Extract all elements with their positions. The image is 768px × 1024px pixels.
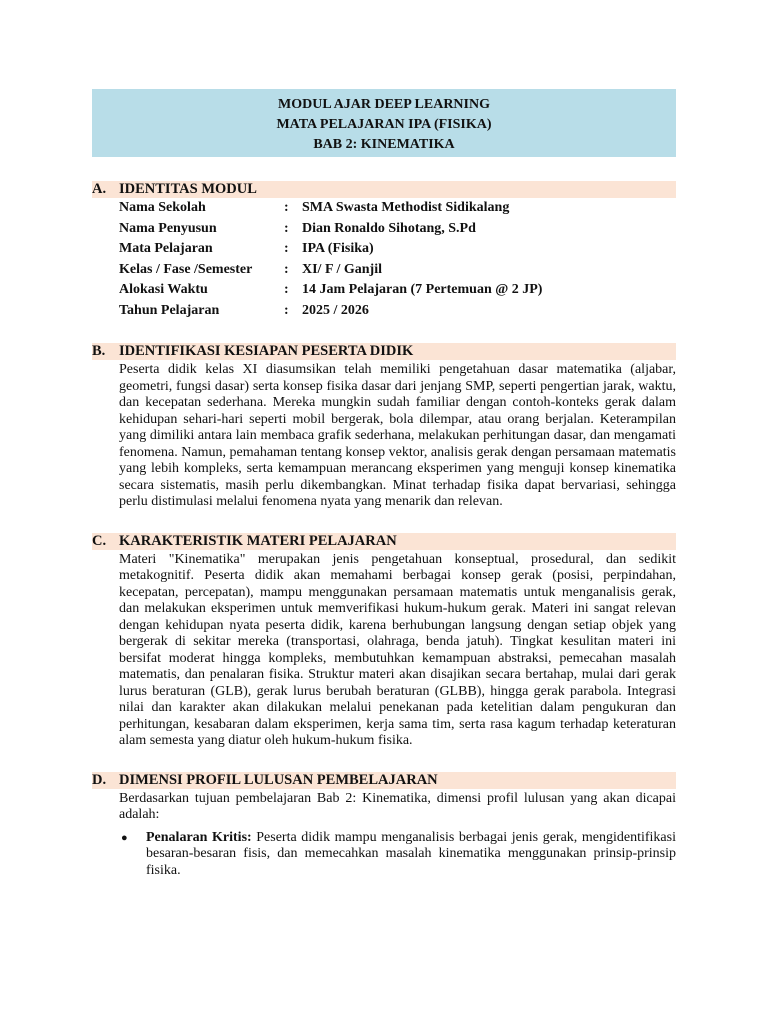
identity-label: Mata Pelajaran xyxy=(119,241,213,256)
section-b-letter: B. xyxy=(92,343,106,359)
identity-label: Kelas / Fase /Semester xyxy=(119,261,253,277)
bullet-text xyxy=(146,830,676,880)
identity-row xyxy=(119,260,676,281)
section-b-body: Peserta didik kelas XI diasumsikan telah memiliki pengetahuan dasar matematika (aljabar, geometri, fungsi dasar) serta konsep fisika dasar dari jenjang SMP, seperti pengertian jarak, waktu, dan kecepatan sederhana. Mereka mungkin sudah familiar dengan contoh-konteks gerak dalam kehidupan sehari-hari seperti mobil bergerak, bola dilempar, atau orang berjalan. Keterampilan yang dimiliki antara lain membaca grafik sederhana, melakukan perhitungan dasar, dan mengamati fenomena. Namun, pemahaman tentang konsep vektor, analisis gerak dengan persamaan matematis yang lebih kompleks, serta kemampuan merancang eksperimen yang menguji konsep kinematika secara sistematis, masih perlu dikembangkan. Minat terhadap fisika dapat bervariasi, sehingga perlu distimulasi melalui fenomena nyata yang menarik dan relevan. xyxy=(119,362,676,509)
identity-value: 2025 / 2026 xyxy=(302,302,369,318)
identity-label: Tahun Pelajaran xyxy=(119,302,220,318)
identity-value: SMA Swasta Methodist Sidikalang xyxy=(302,200,510,215)
identity-row xyxy=(119,301,676,322)
section-d-body: Berdasarkan tujuan pembelajaran Bab 2: Kinematika, dimensi profil lulusan yang akan dicapai adalah: xyxy=(119,790,676,822)
title-line-1: MODUL AJAR DEEP LEARNING xyxy=(278,97,490,112)
identity-colon: : xyxy=(284,241,289,256)
identity-value: IPA (Fisika) xyxy=(302,241,374,256)
section-kesiapan-peserta-didik xyxy=(92,343,676,511)
title-line-3: BAB 2: KINEMATIKA xyxy=(313,137,455,152)
identity-value: Dian Ronaldo Sihotang, S.Pd xyxy=(302,220,476,236)
section-identitas-modul xyxy=(92,181,676,321)
bullet-description: Peserta didik mampu menganalisis berbagai jenis gerak, mengidentifikasi besaran-besaran fisis, dan memecahkan masalah kinematika menggunakan prinsip-prinsip fisika. xyxy=(146,829,676,878)
identity-row xyxy=(119,198,676,219)
identity-row xyxy=(119,239,676,260)
section-b-title: IDENTIFIKASI KESIAPAN PESERTA DIDIK xyxy=(119,343,414,359)
identity-colon: : xyxy=(284,220,289,236)
section-d-heading xyxy=(92,772,676,789)
section-a-title: IDENTITAS MODUL xyxy=(119,181,257,197)
section-d-letter: D. xyxy=(92,771,107,788)
section-a-letter: A. xyxy=(92,181,107,197)
section-dimensi-profil-lulusan xyxy=(92,772,676,880)
section-d-title: DIMENSI PROFIL LULUSAN PEMBELAJARAN xyxy=(119,771,438,788)
identity-value: 14 Jam Pelajaran (7 Pertemuan @ 2 JP) xyxy=(302,282,543,297)
document-page xyxy=(92,89,676,879)
title-line-2: MATA PELAJARAN IPA (FISIKA) xyxy=(276,117,492,132)
identity-row xyxy=(119,280,676,301)
identity-label: Nama Sekolah xyxy=(119,200,206,215)
list-item xyxy=(119,830,676,880)
section-karakteristik-materi xyxy=(92,533,676,750)
section-b-heading xyxy=(92,343,676,360)
identity-colon: : xyxy=(284,282,289,297)
identity-colon: : xyxy=(284,200,289,215)
section-c-letter: C. xyxy=(92,532,107,549)
document-title-box xyxy=(92,89,676,157)
identity-label: Nama Penyusun xyxy=(119,220,217,236)
section-c-body: Materi "Kinematika" merupakan jenis pengetahuan konseptual, prosedural, dan sedikit metakognitif. Peserta didik akan memahami berbagai konsep gerak (posisi, perpindahan, kecepatan, percepatan), mampu menggunakan persamaan matematis untuk menganalisis gerak, dan melakukan eksperimen untuk memverifikasi hukum-hukum gerak. Materi ini sangat relevan dengan kehidupan nyata peserta didik, karena berhubungan langsung dengan setiap objek yang bergerak di sekitar mereka (transportasi, olahraga, benda jatuh). Tingkat kesulitan materi ini bersifat moderat hingga kompleks, membutuhkan kemampuan abstraksi, pemecahan masalah matematis, dan penalaran fisika. Struktur materi akan disajikan secara bertahap, mulai dari gerak lurus beraturan (GLB), gerak lurus berubah beraturan (GLBB), hingga gerak parabola. Integrasi nilai dan karakter akan dilakukan melalui penekanan pada ketelitian dalam pengukuran dan perhitungan, kesabaran dalam eksperimen, kerja sama tim, serta rasa kagum terhadap keteraturan alam semesta yang diatur oleh hukum-hukum fisika. xyxy=(119,551,676,748)
identity-colon: : xyxy=(284,261,289,277)
identity-label: Alokasi Waktu xyxy=(119,282,208,297)
section-a-heading xyxy=(92,181,676,198)
section-c-title: KARAKTERISTIK MATERI PELAJARAN xyxy=(119,532,397,549)
identity-row xyxy=(119,219,676,240)
section-c-heading xyxy=(92,533,676,550)
identity-colon: : xyxy=(284,302,289,318)
identity-table xyxy=(119,198,676,321)
bullet-strong-label: Penalaran Kritis: xyxy=(146,829,252,845)
bullet-marker: ● xyxy=(121,831,128,844)
identity-value: XI/ F / Ganjil xyxy=(302,261,382,277)
